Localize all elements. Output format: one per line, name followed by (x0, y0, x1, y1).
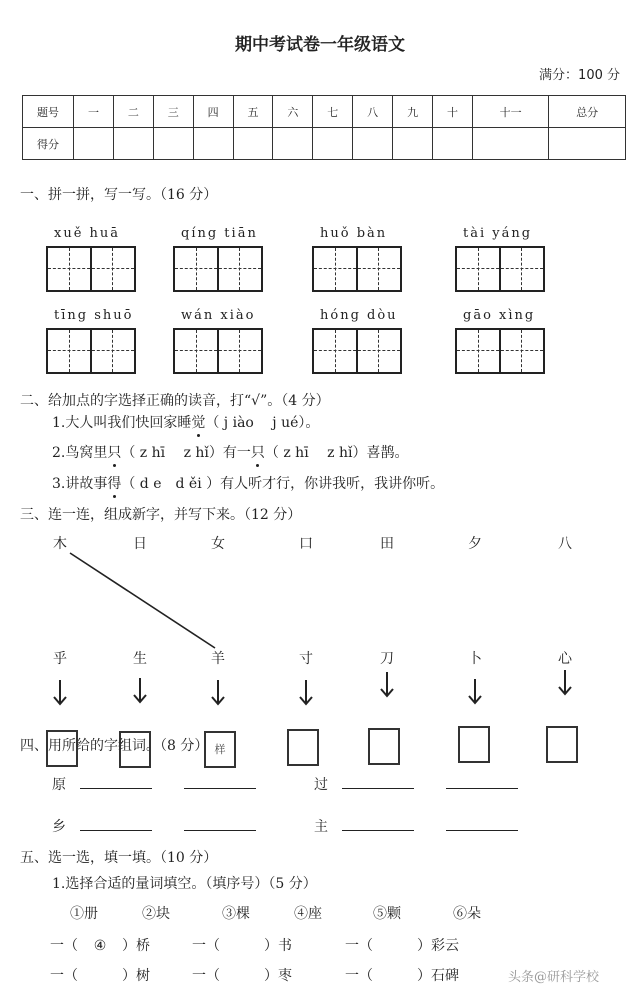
arrow-down-icon (132, 678, 148, 704)
measure-word-option: ⑤颗 (373, 906, 401, 922)
pinyin-label: xuě huā (54, 226, 121, 241)
arrow-down-icon (557, 670, 573, 696)
bottom-char[interactable]: 卜 (468, 651, 482, 667)
arrow-down-icon (467, 679, 483, 705)
section1-heading: 一、拼一拼，写一写。（16 分） (20, 187, 218, 203)
pinyin-choices[interactable]: （ d e d ěi ）有人听才行，你讲我听，我讲你听。 (121, 476, 445, 492)
fill-item: 一（ ）石碑 (345, 968, 459, 984)
fill-item: 一（ ）书 (192, 938, 292, 954)
writing-grid[interactable] (312, 328, 402, 374)
dotted-char: 觉 (191, 412, 205, 432)
bottom-char[interactable]: 羊 (211, 651, 225, 667)
writing-grid[interactable] (455, 246, 545, 292)
column-header: 六 (273, 96, 313, 128)
column-header: 四 (193, 96, 233, 128)
column-header: 二 (113, 96, 153, 128)
dotted-char: 得 (107, 473, 121, 493)
measure-word-option: ⑥朵 (453, 906, 481, 922)
pinyin-label: huǒ bàn (320, 226, 388, 241)
top-char[interactable]: 夕 (468, 536, 482, 552)
word-item: 主 (314, 816, 536, 836)
fill-item: 一（ ）树 (50, 968, 150, 984)
answer-box[interactable]: 样 (204, 731, 236, 768)
word-item: 原 (52, 774, 274, 794)
section3-heading: 三、连一连，组成新字，并写下来。（12 分） (20, 507, 302, 523)
score-label: 得分 (23, 128, 74, 160)
fill-item: 一（ ④ ）桥 (50, 938, 150, 954)
pinyin-label: tài yáng (463, 226, 533, 241)
pinyin-label: wán xiào (181, 308, 256, 323)
column-header: 八 (353, 96, 393, 128)
section2-question-1: 1.大人叫我们快回家睡觉（ j iào j ué）。 (52, 412, 319, 432)
answer-blank[interactable] (80, 774, 152, 789)
answer-box[interactable] (46, 730, 78, 767)
arrow-down-icon (379, 672, 395, 698)
pinyin-choices[interactable]: （ z hī z hǐ）有一 (121, 445, 251, 461)
top-char[interactable]: 木 (53, 536, 67, 552)
section2-heading: 二、给加点的字选择正确的读音，打“√”。（4 分） (20, 393, 330, 409)
column-header: 十 (433, 96, 473, 128)
column-header: 七 (313, 96, 353, 128)
header-label: 题号 (23, 96, 74, 128)
connection-line (70, 553, 215, 648)
pinyin-label: hóng dòu (320, 308, 398, 323)
arrow-down-icon (52, 680, 68, 706)
column-header: 五 (233, 96, 273, 128)
answer-box[interactable] (546, 726, 578, 763)
section2-question-2: 2.鸟窝里只（ z hī z hǐ）有一只（ z hī z hǐ）喜鹊。 (52, 442, 408, 462)
arrow-down-icon (298, 680, 314, 706)
watermark: 头条@研科学校 (508, 970, 600, 985)
column-header: 三 (153, 96, 193, 128)
answer-blank[interactable] (446, 774, 518, 789)
answer-box[interactable] (368, 728, 400, 765)
word-item: 乡 (52, 816, 274, 836)
measure-word-option: ④座 (294, 906, 322, 922)
writing-grid[interactable] (46, 246, 136, 292)
writing-grid[interactable] (173, 328, 263, 374)
fill-item: 一（ ）彩云 (345, 938, 459, 954)
top-char[interactable]: 田 (380, 536, 394, 552)
page-title: 期中考试卷一年级语文 (235, 35, 405, 55)
answer-blank[interactable] (80, 816, 152, 831)
pinyin-label: tīng shuō (54, 308, 134, 323)
measure-word-option: ③棵 (222, 906, 250, 922)
pinyin-choices[interactable]: （ j iào j ué）。 (205, 415, 320, 431)
answer-box[interactable] (119, 731, 151, 768)
answer-blank[interactable] (184, 816, 256, 831)
writing-grid[interactable] (312, 246, 402, 292)
measure-word-option: ②块 (142, 906, 170, 922)
fill-blank[interactable]: ④ (93, 938, 107, 954)
section5-sub1: 1.选择合适的量词填空。（填序号）（5 分） (52, 876, 317, 892)
top-char[interactable]: 日 (133, 536, 147, 552)
column-header: 总分 (549, 96, 626, 128)
section4-heading: 四、用所给的字组词。（8 分） (20, 738, 209, 754)
full-score: 满分：100 分 (539, 68, 620, 83)
pinyin-label: qíng tiān (181, 226, 258, 241)
answer-blank[interactable] (184, 774, 256, 789)
column-header: 九 (393, 96, 433, 128)
section2-question-3: 3.讲故事得（ d e d ěi ）有人听才行，你讲我听，我讲你听。 (52, 473, 444, 493)
section5-heading: 五、选一选，填一填。（10 分） (20, 850, 218, 866)
dotted-char: 只 (251, 442, 265, 462)
answer-box[interactable] (287, 729, 319, 766)
writing-grid[interactable] (46, 328, 136, 374)
fill-item: 一（ ）枣 (192, 968, 292, 984)
answer-blank[interactable] (342, 774, 414, 789)
answer-box[interactable] (458, 726, 490, 763)
writing-grid[interactable] (455, 328, 545, 374)
arrow-down-icon (210, 680, 226, 706)
column-header: 十一 (472, 96, 548, 128)
answer-blank[interactable] (342, 816, 414, 831)
top-char[interactable]: 口 (299, 536, 313, 552)
bottom-char[interactable]: 刀 (380, 651, 394, 667)
word-item: 过 (314, 774, 536, 794)
top-char[interactable]: 女 (211, 536, 225, 552)
pinyin-choices[interactable]: （ z hī z hǐ）喜鹊。 (264, 445, 409, 461)
bottom-char[interactable]: 寸 (299, 651, 313, 667)
pinyin-label: gāo xìng (463, 308, 536, 323)
writing-grid[interactable] (173, 246, 263, 292)
bottom-char[interactable]: 心 (558, 651, 572, 667)
bottom-char[interactable]: 乎 (53, 651, 67, 667)
top-char[interactable]: 八 (558, 536, 572, 552)
bottom-char[interactable]: 生 (133, 651, 147, 667)
answer-blank[interactable] (446, 816, 518, 831)
column-header: 一 (74, 96, 114, 128)
measure-word-option: ①册 (70, 906, 98, 922)
dotted-char: 只 (107, 442, 121, 462)
